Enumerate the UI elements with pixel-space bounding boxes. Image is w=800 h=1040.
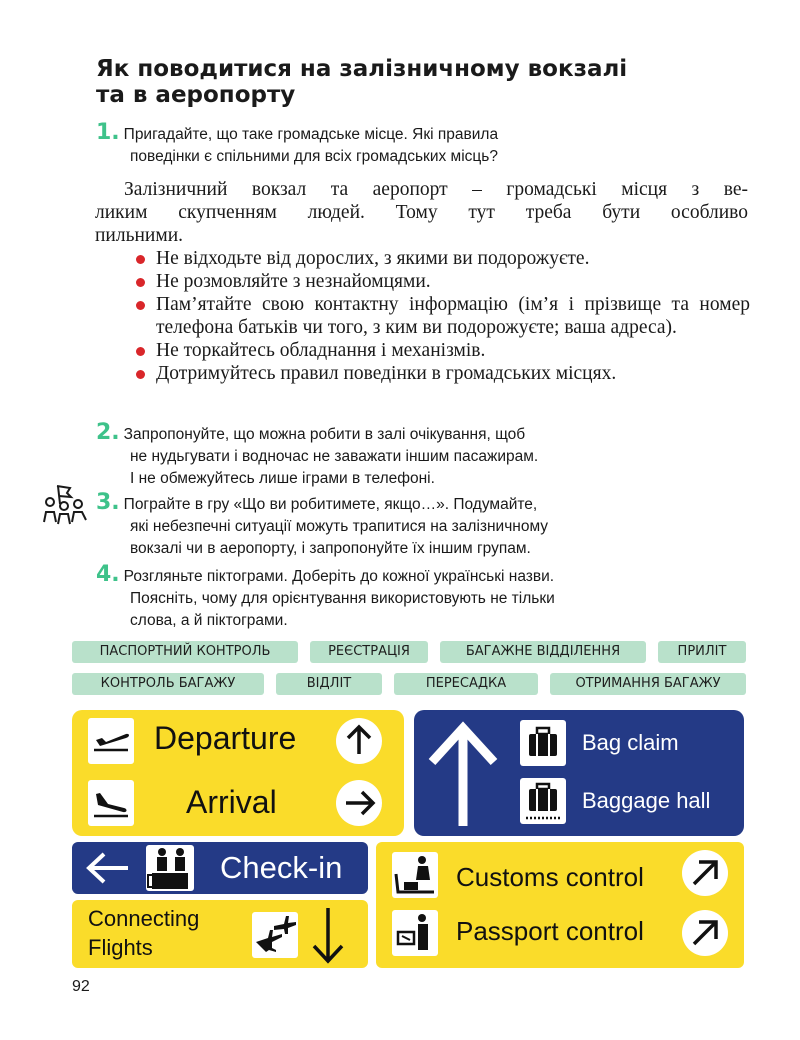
tag-arrival[interactable]: ПРИЛІТ xyxy=(658,641,746,663)
task-3 xyxy=(96,492,548,560)
bag-claim-label: Bag claim xyxy=(582,730,679,755)
title-line-2: та в аеропорту xyxy=(96,82,296,108)
task-text: І не обмежуйтесь лише іграми в телефоні. xyxy=(130,470,435,487)
arrow-down-icon xyxy=(308,906,348,964)
task-text: не нудьгувати і водночас не заважати іншим пасажирам. xyxy=(130,448,539,465)
task-text: Поясніть, чому для орієнтування використовують не тільки xyxy=(130,590,555,607)
list-item: Не відходьте від дорослих, з якими ви подорожуєте. xyxy=(134,247,750,270)
bag-claim-sign xyxy=(414,710,744,836)
task-number: 1. xyxy=(96,120,120,145)
tag-baggage-control[interactable]: КОНТРОЛЬ БАГАЖУ xyxy=(72,673,264,695)
tag-registration[interactable]: РЕЄСТРАЦІЯ xyxy=(310,641,428,663)
arrival-label: Arrival xyxy=(186,784,277,820)
list-item: Не розмовляйте з незнайомцями. xyxy=(134,270,750,293)
connecting-label-line: Connecting xyxy=(88,906,200,931)
task-2 xyxy=(96,422,538,490)
connecting-planes-icon xyxy=(252,912,298,958)
departure-plane-icon xyxy=(88,718,134,764)
checkin-label: Check-in xyxy=(220,850,343,885)
task-number: 2. xyxy=(96,420,120,445)
task-text: Запропонуйте, що можна робити в залі очікування, щоб xyxy=(123,426,526,443)
baggage-hall-label: Baggage hall xyxy=(582,788,711,813)
rules-list xyxy=(134,247,750,385)
arrow-up-right-icon xyxy=(682,910,728,956)
arrow-right-icon xyxy=(336,780,382,826)
task-text: вокзалі чи в аеропорту, і запропонуйте їх іншим групам. xyxy=(130,540,531,557)
passport-control-label: Passport control xyxy=(456,916,644,946)
task-1 xyxy=(96,122,498,168)
list-item: Не торкайтесь обладнання і механізмів. xyxy=(134,339,750,362)
tag-departure[interactable]: ВІДЛІТ xyxy=(276,673,382,695)
list-item: Пам’ятайте свою контактну інформацію (ім’я і прізвище та номер телефона батьків чи того, з ким ви подорожуєте; ваша адреса). xyxy=(134,293,750,339)
baggage-carousel-icon xyxy=(520,778,566,824)
intro-line: пильними. xyxy=(95,225,184,246)
connecting-flights-label xyxy=(88,904,199,962)
departure-label: Departure xyxy=(154,720,297,756)
task-text: які небезпечні ситуації можуть трапитися на залізничному xyxy=(130,518,549,535)
task-text: Пограйте в гру «Що ви робитимете, якщо…». Подумайте, xyxy=(123,496,538,513)
customs-control-label: Customs control xyxy=(456,862,644,892)
arrow-up-icon xyxy=(336,718,382,764)
arrow-up-right-icon xyxy=(682,850,728,896)
tag-passport-control[interactable]: ПАСПОРТНИЙ КОНТРОЛЬ xyxy=(72,641,298,663)
tag-baggage-claim[interactable]: ОТРИМАННЯ БАГАЖУ xyxy=(550,673,746,695)
customs-icon xyxy=(392,852,438,898)
intro-paragraph xyxy=(95,178,748,247)
suitcase-icon xyxy=(520,720,566,766)
group-work-icon xyxy=(40,482,92,526)
task-text: слова, а й піктограми. xyxy=(130,612,288,629)
intro-line: ликим скупченням людей. Тому тут треба бути особливо xyxy=(95,202,748,223)
intro-line: Залізничний вокзал та аеропорт – громадські місця з ве- xyxy=(124,179,748,200)
task-text: Пригадайте, що таке громадське місце. Які правила xyxy=(123,126,499,143)
connecting-label-line: Flights xyxy=(88,935,153,960)
customs-passport-sign xyxy=(376,842,744,968)
task-number: 4. xyxy=(96,562,120,587)
arrow-left-icon xyxy=(82,848,132,888)
connecting-flights-sign xyxy=(72,900,368,968)
big-arrow-up-icon xyxy=(428,720,498,828)
checkin-sign xyxy=(72,842,368,894)
task-4 xyxy=(96,564,555,632)
passport-control-icon xyxy=(392,910,438,956)
title-line-1: Як поводитися на залізничному вокзалі xyxy=(96,56,628,82)
departure-arrival-sign xyxy=(72,710,404,836)
task-text: поведінки є спільними для всіх громадських місць? xyxy=(130,148,498,165)
checkin-desk-icon xyxy=(146,845,194,891)
list-item: Дотримуйтесь правил поведінки в громадських місцях. xyxy=(134,362,750,385)
task-text: Розгляньте піктограми. Доберіть до кожної українські назви. xyxy=(123,568,555,585)
task-number: 3. xyxy=(96,490,120,515)
page-number: 92 xyxy=(72,978,90,995)
page-title xyxy=(96,56,716,108)
tag-transfer[interactable]: ПЕРЕСАДКА xyxy=(394,673,538,695)
tag-baggage-department[interactable]: БАГАЖНЕ ВІДДІЛЕННЯ xyxy=(440,641,646,663)
arrival-plane-icon xyxy=(88,780,134,826)
